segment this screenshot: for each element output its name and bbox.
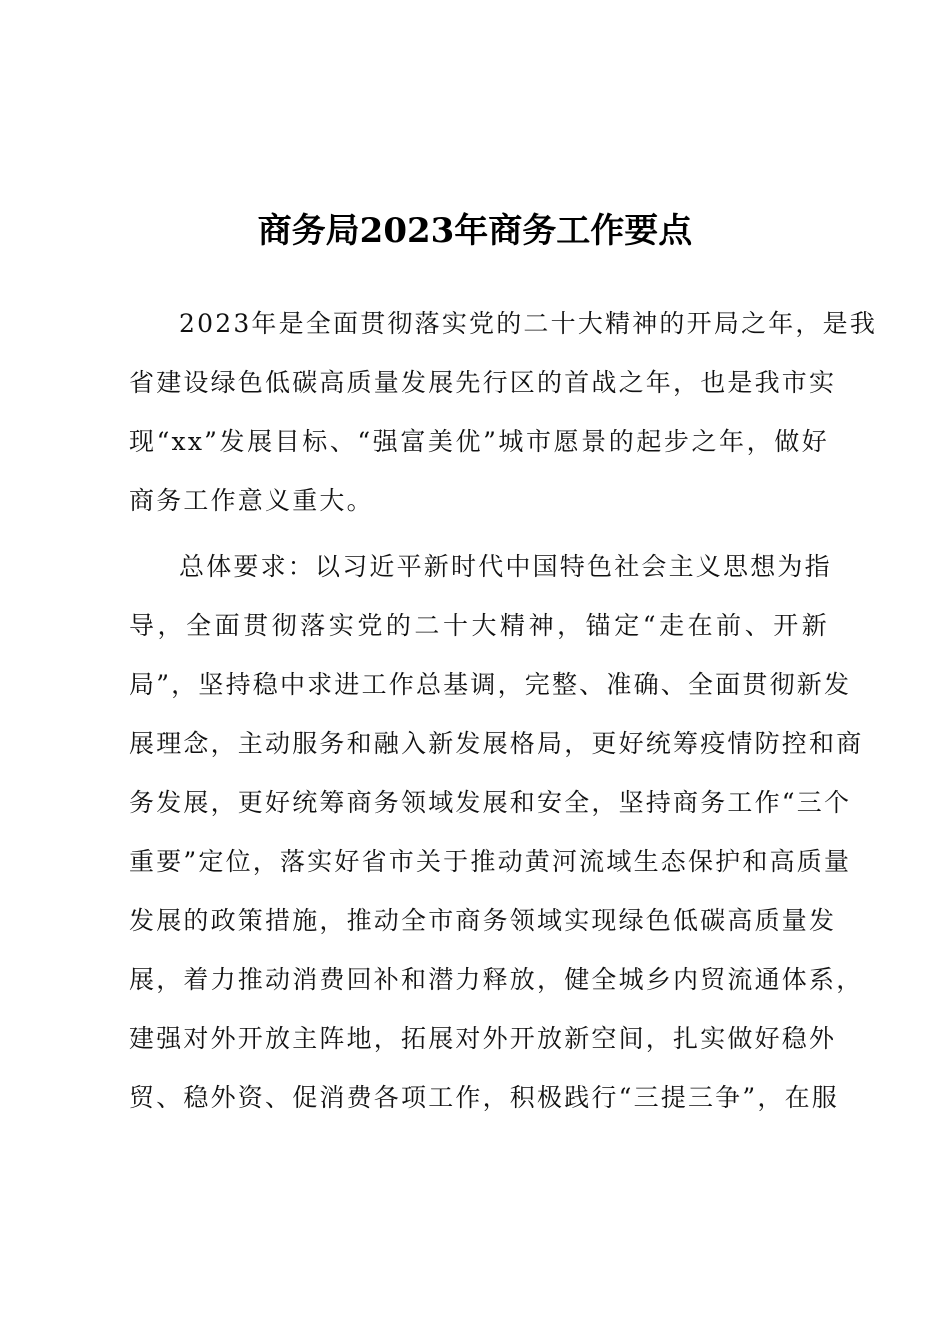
paragraph-line: 商务工作意义重大。	[129, 486, 374, 515]
paragraph-line: 导，全面贯彻落实党的二十大精神，锚定“走在前、开新	[129, 611, 829, 640]
paragraph-line: 现“xx”发展目标、“强富美优”城市愿景的起步之年，做好	[129, 427, 829, 456]
paragraph-line: 展，着力推动消费回补和潜力释放，健全城乡内贸流通体系，	[129, 965, 864, 994]
paragraph-intro	[129, 294, 878, 530]
paragraph-line: 局”，坚持稳中求进工作总基调，完整、准确、全面贯彻新发	[129, 670, 852, 699]
paragraph-line: 重要”定位，落实好省市关于推动黄河流域生态保护和高质量	[129, 847, 852, 876]
paragraph-line: 发展的政策措施，推动全市商务领域实现绿色低碳高质量发	[129, 906, 837, 935]
paragraph-line: 2023年是全面贯彻落实党的二十大精神的开局之年，是我	[179, 309, 878, 338]
paragraph-line: 建强对外开放主阵地，拓展对外开放新空间，扎实做好稳外	[129, 1024, 837, 1053]
paragraph-line: 贸、稳外资、促消费各项工作，积极践行“三提三争”，在服	[129, 1083, 839, 1112]
paragraph-line: 务发展，更好统筹商务领域发展和安全，坚持商务工作“三个	[129, 788, 852, 817]
paragraph-line: 省建设绿色低碳高质量发展先行区的首战之年，也是我市实	[129, 368, 837, 397]
paragraph-line: 展理念，主动服务和融入新发展格局，更好统筹疫情防控和商	[129, 729, 864, 758]
paragraph-general-requirements	[129, 537, 864, 1127]
paragraph-line: 总体要求：以习近平新时代中国特色社会主义思想为指	[179, 552, 832, 581]
document-title: 商务局2023年商务工作要点	[257, 211, 693, 251]
